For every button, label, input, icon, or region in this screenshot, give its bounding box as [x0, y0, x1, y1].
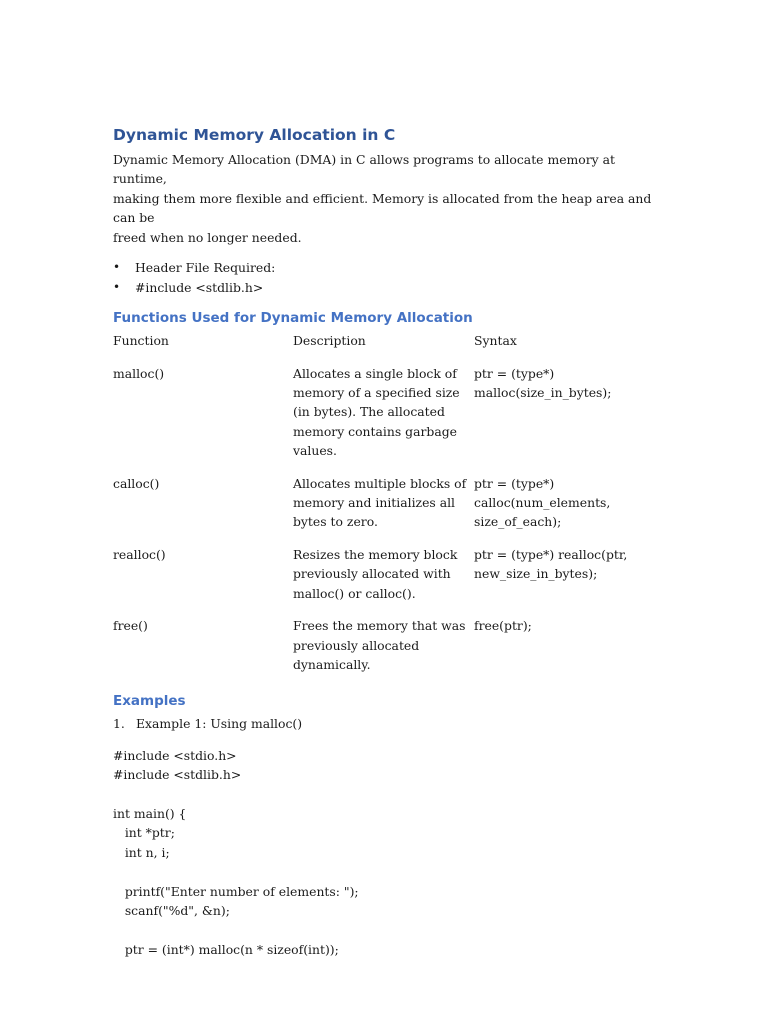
function-name-cell: calloc() — [113, 475, 160, 491]
syntax-cell — [474, 364, 658, 474]
function-name-cell: realloc() — [113, 546, 166, 562]
cell-line: previously allocated — [293, 637, 420, 653]
cell-line: ptr = (type*) — [474, 365, 555, 381]
intro-line: freed when no longer needed. — [113, 229, 302, 245]
cell-line: ptr = (type*) — [474, 475, 555, 491]
column-header-function: Function — [113, 333, 169, 349]
syntax-cell — [474, 616, 658, 687]
cell-line: dynamically. — [293, 656, 371, 672]
description-cell — [293, 364, 474, 474]
cell-line: memory contains garbage — [293, 423, 457, 439]
code-line: int n, i; — [113, 844, 170, 860]
list-number: 1. — [113, 716, 125, 732]
cell-line: new_size_in_bytes); — [474, 566, 598, 582]
table-row — [113, 545, 658, 616]
cell-line: calloc(num_elements, — [474, 495, 611, 511]
cell-line: memory of a specified size — [293, 385, 460, 401]
function-name-cell: malloc() — [113, 365, 165, 381]
cell-line: Frees the memory that was — [293, 618, 466, 634]
description-cell — [293, 545, 474, 616]
cell-line: size_of_each); — [474, 514, 562, 530]
cell-line: values. — [293, 443, 337, 459]
bullet-icon: • — [113, 260, 121, 275]
document-title: Dynamic Memory Allocation in C — [113, 126, 396, 144]
description-cell — [293, 616, 474, 687]
description-cell — [293, 474, 474, 545]
cell-line: bytes to zero. — [293, 514, 378, 530]
function-name-cell: free() — [113, 618, 148, 634]
cell-line: Allocates multiple blocks of — [293, 475, 467, 491]
list-item — [113, 714, 658, 733]
header-bullet-list — [113, 258, 658, 297]
bullet-text: #include <stdlib.h> — [135, 279, 264, 295]
cell-line: free(ptr); — [474, 618, 532, 634]
examples-list — [113, 714, 658, 733]
cell-line: Resizes the memory block — [293, 546, 458, 562]
code-line — [113, 862, 658, 881]
cell-line: ptr = (type*) realloc(ptr, — [474, 546, 628, 562]
functions-heading: Functions Used for Dynamic Memory Allocation — [113, 310, 473, 327]
bullet-icon: • — [113, 279, 121, 294]
table-row — [113, 364, 658, 474]
code-line: printf("Enter number of elements: "); — [113, 883, 359, 899]
list-item — [113, 278, 658, 298]
syntax-cell — [474, 545, 658, 616]
examples-heading: Examples — [113, 693, 186, 710]
code-line: int main() { — [113, 805, 187, 821]
cell-line: (in bytes). The allocated — [293, 404, 445, 420]
example-label: Example 1: Using malloc() — [136, 716, 303, 732]
document-content — [113, 124, 658, 959]
bullet-text: Header File Required: — [135, 260, 276, 276]
code-block — [113, 746, 658, 959]
syntax-cell — [474, 474, 658, 545]
column-header-description: Description — [293, 333, 366, 349]
functions-table — [113, 331, 658, 687]
code-line: ptr = (int*) malloc(n * sizeof(int)); — [113, 941, 339, 957]
list-item — [113, 258, 658, 278]
code-line: int *ptr; — [113, 825, 175, 841]
table-row — [113, 616, 658, 687]
cell-line: malloc(size_in_bytes); — [474, 385, 612, 401]
code-line: scanf("%d", &n); — [113, 902, 230, 918]
intro-paragraph — [113, 150, 658, 247]
table-header-row — [113, 331, 658, 363]
code-line — [113, 785, 658, 804]
cell-line: Allocates a single block of — [293, 365, 457, 381]
code-line — [113, 920, 658, 939]
column-header-syntax: Syntax — [474, 333, 517, 349]
intro-line: Dynamic Memory Allocation (DMA) in C allows programs to allocate memory at runtime, — [113, 152, 615, 187]
code-line: #include <stdio.h> — [113, 747, 237, 763]
cell-line: memory and initializes all — [293, 495, 456, 511]
cell-line: malloc() or calloc(). — [293, 585, 416, 601]
table-row — [113, 474, 658, 545]
intro-line: making them more flexible and efficient. Memory is allocated from the heap area and can be — [113, 190, 652, 226]
cell-line: previously allocated with — [293, 566, 451, 582]
code-line: #include <stdlib.h> — [113, 767, 242, 783]
